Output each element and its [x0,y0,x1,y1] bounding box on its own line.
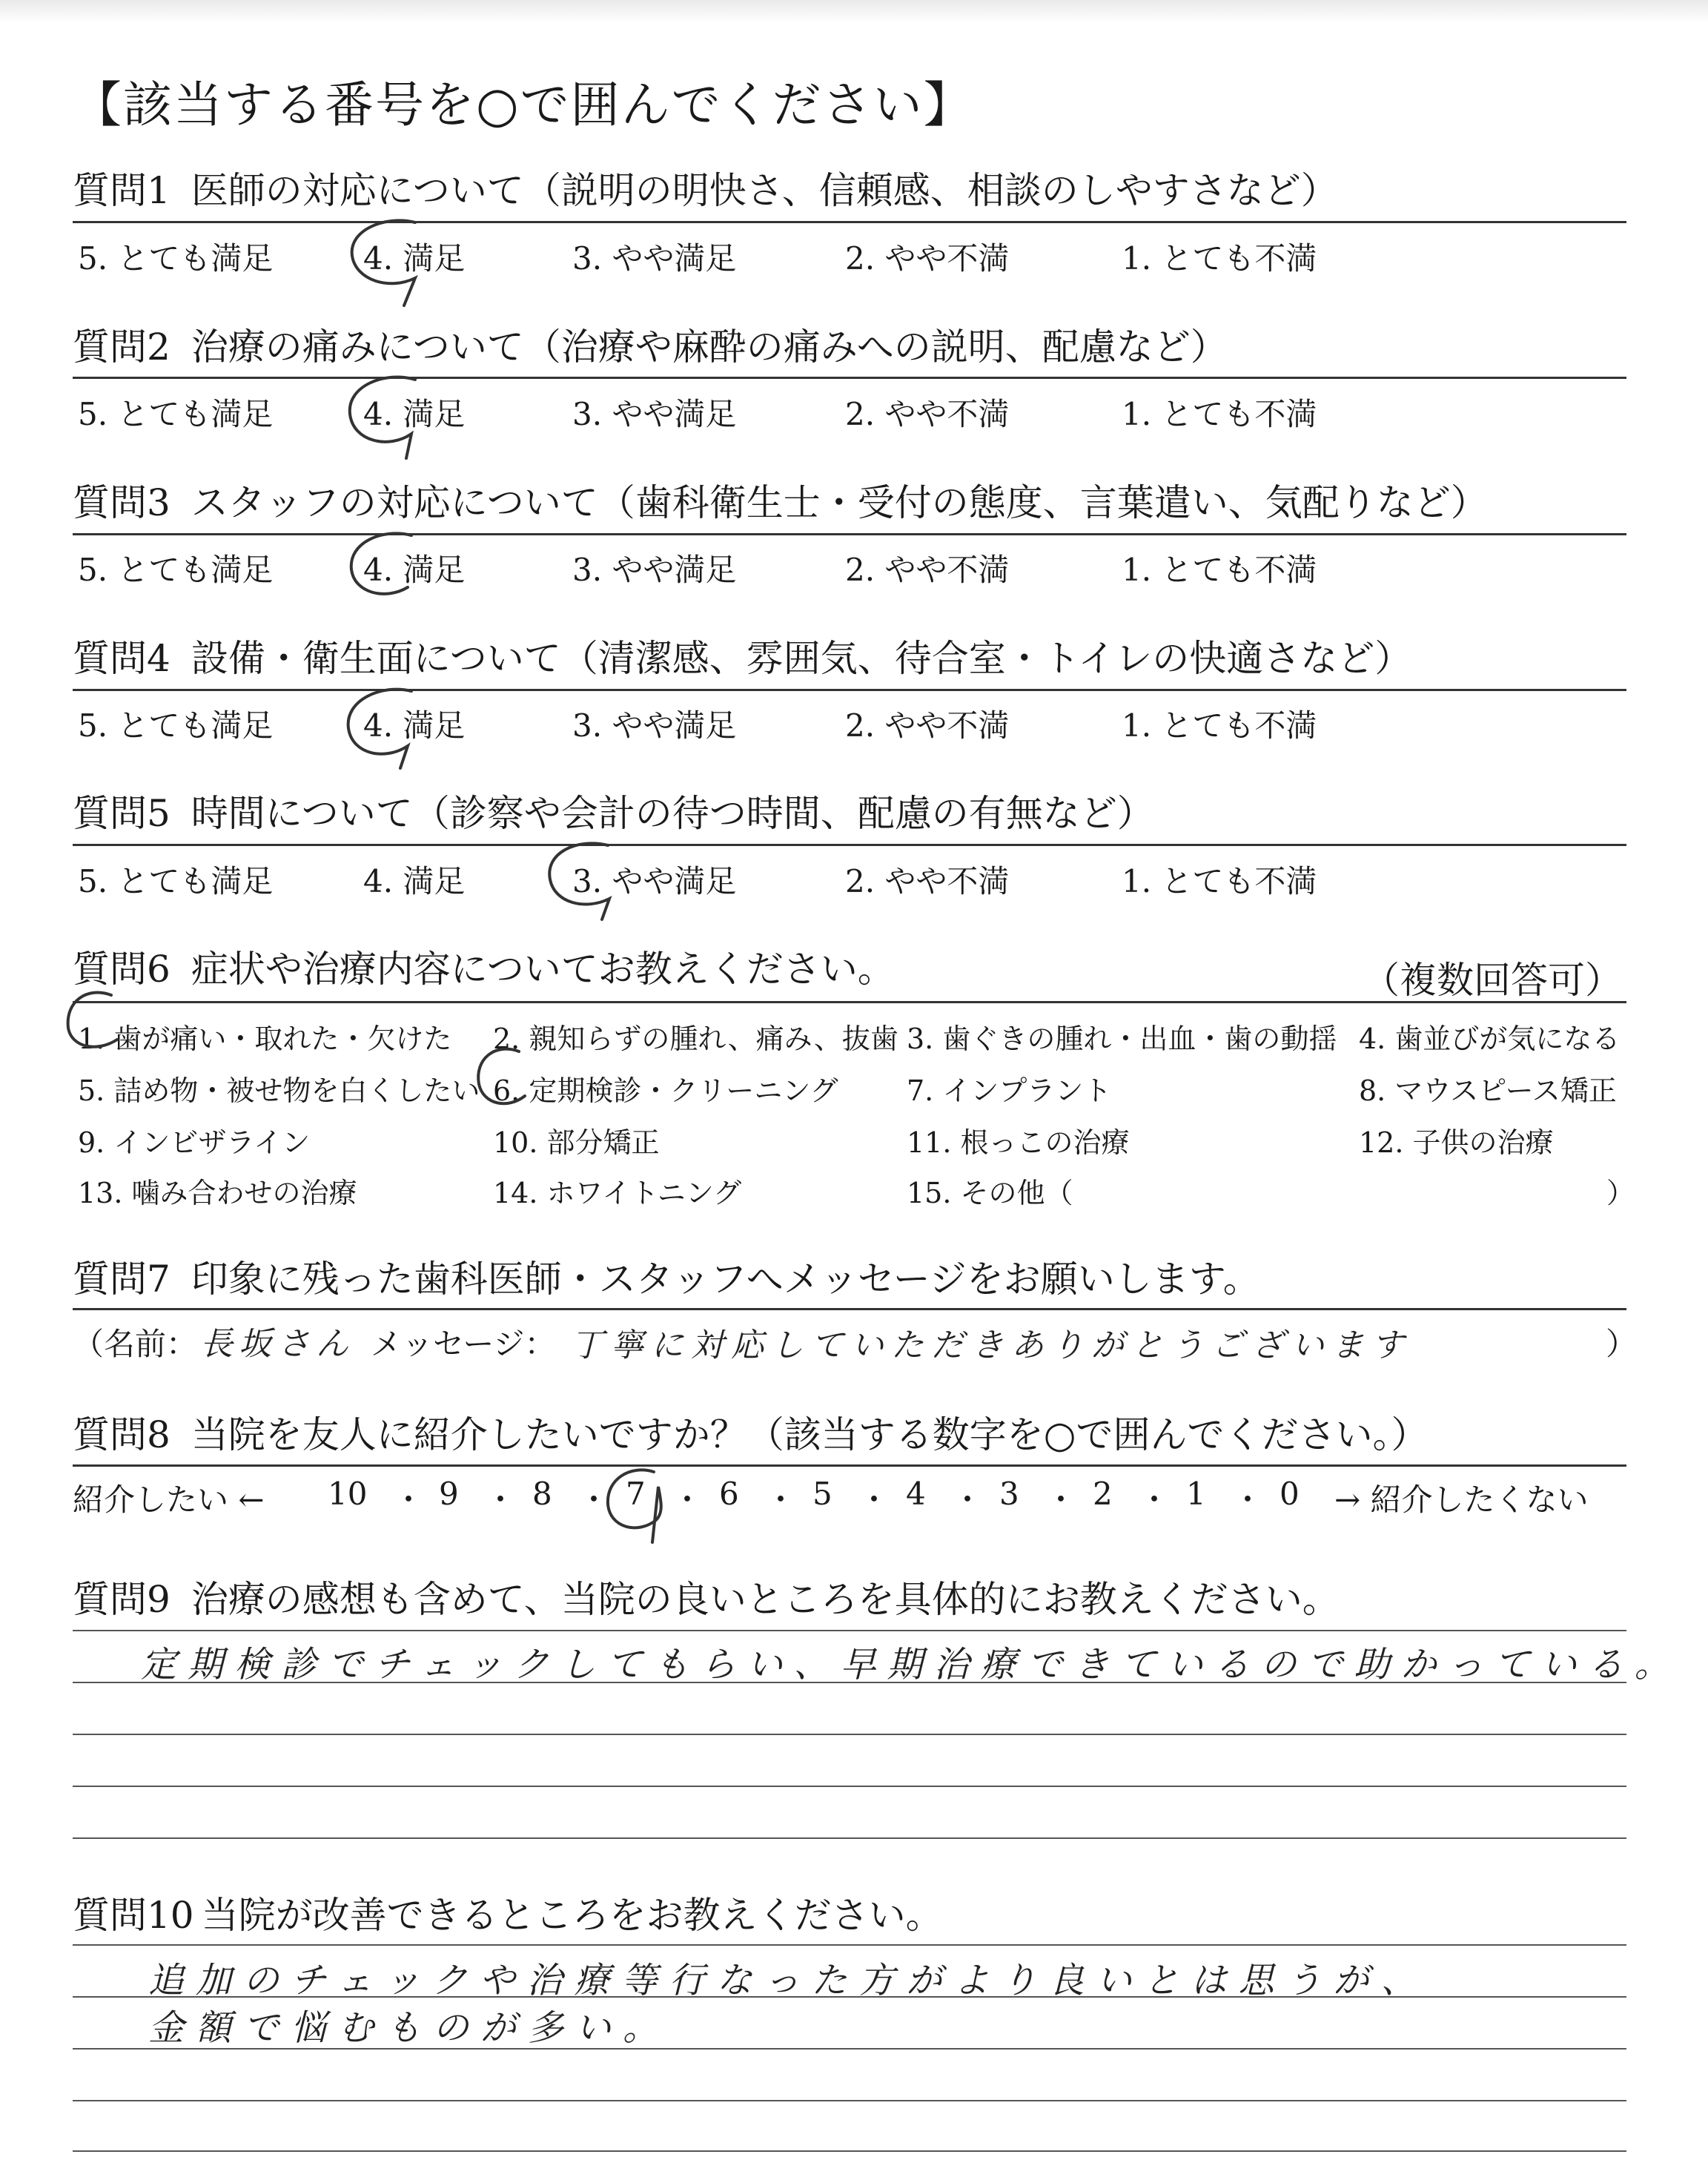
symptom-option-8[interactable]: 8. マウスピース矯正 [1359,1074,1617,1107]
scale-separator: ・ [1045,1482,1077,1518]
question-number: 質問9 [73,1578,171,1621]
scale-10[interactable]: 10 [328,1476,368,1512]
scale-separator: ・ [858,1482,890,1518]
option-2[interactable]: 2. やや不満 [845,552,1010,588]
question-text: 治療の感想も含めて、当院の良いところを具体的にお教えください。 [191,1578,1340,1621]
question-text: 治療の痛みについて（治療や麻酔の痛みへの説明、配慮など） [191,326,1228,369]
question-text: 印象に残った歯科医師・スタッフへメッセージをお願いします。 [191,1258,1260,1301]
symptom-option-7[interactable]: 7. インプラント [907,1074,1112,1107]
question-8-rule [73,1464,1626,1467]
symptom-option-10[interactable]: 10. 部分矯正 [493,1126,660,1159]
question-2 [73,326,1629,369]
symptom-option-12[interactable]: 12. 子供の治療 [1359,1126,1554,1159]
symptom-option-5[interactable]: 5. 詰め物・被せ物を白くしたい [78,1074,480,1107]
option-2[interactable]: 2. やや不満 [845,863,1010,899]
option-1[interactable]: 1. とても不満 [1122,396,1317,432]
question-text: 症状や治療内容についてお教えください。 [191,948,895,991]
other-close-paren: ） [1606,1177,1635,1209]
scale-separator: ・ [952,1482,984,1518]
question-9 [73,1578,1629,1621]
question-text: 当院を友人に紹介したいですか？（該当する数字を○で囲んでください。） [191,1413,1429,1456]
message-close-paren: ） [1606,1326,1638,1362]
option-5[interactable]: 5. とても満足 [78,240,274,277]
question-7-rule [73,1308,1626,1310]
question-number: 質問8 [73,1413,171,1456]
question-number: 質問3 [73,481,171,524]
question-number: 質問7 [73,1258,171,1301]
symptom-option-11[interactable]: 11. 根っこの治療 [907,1126,1130,1159]
question-4 [73,637,1629,680]
scale-4[interactable]: 4 [906,1476,926,1512]
option-3[interactable]: 3. やや満足 [572,863,737,899]
question-6-rule [73,1001,1626,1003]
question-4-rule [73,689,1626,691]
option-4[interactable]: 4. 満足 [363,707,466,744]
option-5[interactable]: 5. とても満足 [78,552,274,588]
scan-top-edge [0,0,1708,22]
scale-3[interactable]: 3 [999,1476,1019,1512]
symptom-option-6[interactable]: 6. 定期検診・クリーニング [493,1074,838,1107]
option-2[interactable]: 2. やや不満 [845,707,1010,744]
answer-line [73,1944,1626,1946]
symptom-option-3[interactable]: 3. 歯ぐきの腫れ・出血・歯の動揺 [907,1023,1337,1055]
question-8 [73,1413,1629,1456]
question-text: 当院が改善できるところをお教えください。 [201,1894,943,1937]
symptom-option-2[interactable]: 2. 親知らずの腫れ、痛み、抜歯 [493,1023,898,1055]
answer-line [73,1837,1626,1839]
symptom-option-14[interactable]: 14. ホワイトニング [493,1177,742,1209]
scale-right-label: → 紹介したくない [1334,1482,1589,1518]
option-1[interactable]: 1. とても不満 [1122,863,1317,899]
question-text: 医師の対応について（説明の明快さ、信頼感、相談のしやすさなど） [191,169,1338,212]
multiple-answers-note: （複数回答可） [1363,959,1622,1002]
option-5[interactable]: 5. とても満足 [78,707,274,744]
scale-separator: ・ [578,1482,610,1518]
page-title: 【該当する番号を○で囲んでください】 [73,76,974,133]
question-5-rule [73,844,1626,846]
question-number: 質問2 [73,326,171,369]
scale-0[interactable]: 0 [1280,1476,1300,1512]
scale-separator: ・ [765,1482,797,1518]
scale-2[interactable]: 2 [1093,1476,1113,1512]
scale-separator: ・ [1139,1482,1171,1518]
scale-7[interactable]: 7 [626,1476,646,1512]
question-3 [73,481,1629,524]
message-answer[interactable]: 丁寧に対応していただきありがとうございます [571,1327,1411,1364]
question-10-answer-line-1[interactable]: 追加のチェックや治療等行なった方がより良いとは思うが、 [148,1960,1429,2001]
option-4[interactable]: 4. 満足 [363,240,466,277]
option-4[interactable]: 4. 満足 [363,396,466,432]
scale-left-label: 紹介したい ← [73,1482,265,1518]
question-1 [73,169,1629,212]
question-number: 質問6 [73,948,171,991]
option-4[interactable]: 4. 満足 [363,863,466,899]
question-number: 質問10 [73,1894,194,1937]
question-9-answer[interactable]: 定期検診でチェックしてもらい、早期治療できているので助かっている。 [141,1644,1681,1685]
scale-separator: ・ [672,1482,704,1518]
question-number: 質問5 [73,792,171,835]
message-label: メッセージ： [371,1326,556,1362]
option-2[interactable]: 2. やや不満 [845,396,1010,432]
question-7 [73,1258,1629,1301]
question-1-rule [73,221,1626,223]
option-3[interactable]: 3. やや満足 [572,396,737,432]
option-4[interactable]: 4. 満足 [363,552,466,588]
answer-line [73,1682,1626,1683]
option-1[interactable]: 1. とても不満 [1122,240,1317,277]
scale-6[interactable]: 6 [719,1476,739,1512]
symptom-option-4[interactable]: 4. 歯並びが気になる [1359,1023,1621,1055]
question-5 [73,792,1629,835]
option-5[interactable]: 5. とても満足 [78,396,274,432]
option-3[interactable]: 3. やや満足 [572,552,737,588]
name-label: （名前： [73,1326,198,1362]
answer-line [73,1734,1626,1735]
scale-9[interactable]: 9 [439,1476,459,1512]
question-2-rule [73,377,1626,379]
answer-line [73,1786,1626,1787]
option-2[interactable]: 2. やや不満 [845,240,1010,277]
scale-8[interactable]: 8 [532,1476,552,1512]
scale-separator: ・ [393,1482,425,1518]
option-1[interactable]: 1. とても不満 [1122,707,1317,744]
question-10 [73,1894,1629,1937]
answer-line [73,1996,1626,1998]
symptom-option-1[interactable]: 1. 歯が痛い・取れた・欠けた [78,1023,452,1055]
question-3-rule [73,533,1626,535]
answer-line [73,2100,1626,2101]
question-10-answer-line-2[interactable]: 金額で悩むものが多い。 [148,2007,671,2049]
name-answer[interactable]: 長坂さん [200,1325,354,1363]
scale-5[interactable]: 5 [812,1476,833,1512]
answer-line [73,1630,1626,1631]
symptom-option-9[interactable]: 9. インビザライン [78,1126,311,1159]
option-5[interactable]: 5. とても満足 [78,863,274,899]
question-text: 設備・衛生面について（清潔感、雰囲気、待合室・トイレの快適さなど） [191,637,1412,680]
scale-1[interactable]: 1 [1186,1476,1206,1512]
symptom-option-13[interactable]: 13. 噛み合わせの治療 [78,1177,357,1209]
symptom-option-15[interactable]: 15. その他（ [907,1177,1073,1209]
scale-separator: ・ [1232,1482,1264,1518]
option-1[interactable]: 1. とても不満 [1122,552,1317,588]
answer-line [73,2048,1626,2050]
scale-separator: ・ [485,1482,517,1518]
option-3[interactable]: 3. やや満足 [572,707,737,744]
answer-line [73,2150,1626,2152]
question-text: 時間について（診察や会計の待つ時間、配慮の有無など） [191,792,1154,835]
question-text: スタッフの対応について（歯科衛生士・受付の態度、言葉遣い、気配りなど） [191,481,1488,524]
question-number: 質問1 [73,169,171,212]
option-3[interactable]: 3. やや満足 [572,240,737,277]
question-number: 質問4 [73,637,171,680]
